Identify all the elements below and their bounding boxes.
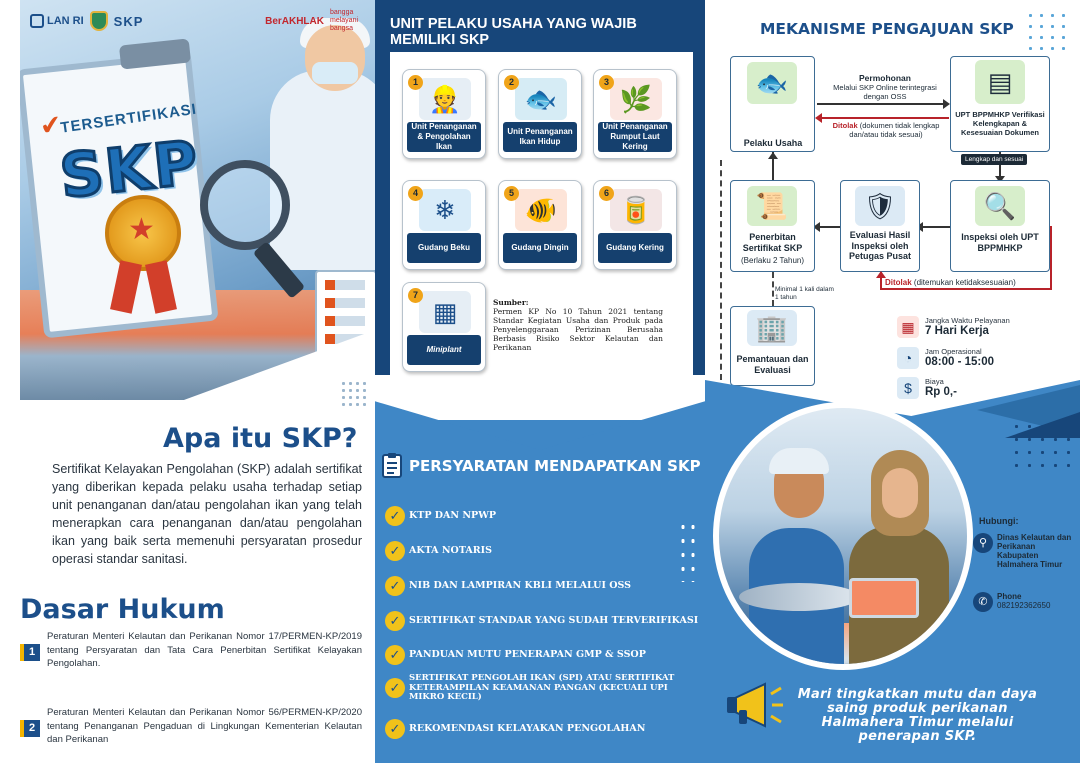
requirements-title: PERSYARATAN MENDAPATKAN SKP (409, 457, 701, 475)
reject-arrow-line (1050, 226, 1052, 288)
request-label: Permohonan (859, 73, 911, 83)
check-circle-icon: ✓ (385, 576, 405, 596)
logo-bar (30, 8, 370, 34)
info-caption: Jangka Waktu Pelayanan (925, 316, 1010, 325)
law-number-badge: 1 (20, 644, 40, 661)
unit-number: 3 (599, 75, 614, 90)
info-value: 7 Hari Kerja (925, 325, 989, 337)
arrow-left (920, 226, 950, 228)
arrowhead-up-icon (876, 271, 886, 278)
source-heading: Sumber: (493, 298, 529, 307)
unit-card-4 (402, 180, 486, 270)
female-worker-face (882, 468, 918, 518)
info-caption: Biaya (925, 377, 944, 386)
info-caption: Jam Operasional (925, 347, 982, 356)
bangga-melayani-logo: bangga melayani bangsa (330, 9, 359, 32)
money-icon: $ (897, 377, 919, 399)
building-icon: 🏢 (747, 310, 797, 346)
check-circle-icon: ✓ (385, 678, 405, 698)
unit-card-7 (402, 282, 486, 372)
unit-label: Unit Penanganan Ikan Hidup (503, 122, 577, 152)
unit-card-3 (593, 69, 677, 159)
unit-label: Gudang Kering (598, 233, 672, 263)
phone-label: Phone (997, 592, 1022, 601)
step-sublabel: (Berlaku 2 Tahun) (741, 256, 804, 265)
step-label: Penerbitan Sertifikat SKP (742, 232, 803, 253)
requirements-header (381, 453, 701, 479)
certificate-icon: 📜 (747, 186, 797, 226)
check-circle-icon: ✓ (385, 719, 405, 739)
decorative-dots (340, 380, 370, 410)
law-item (20, 706, 362, 747)
arrow-right (817, 103, 947, 105)
requirement-item (385, 645, 703, 665)
star-icon: ★ (128, 213, 155, 246)
megaphone-icon (725, 680, 785, 730)
reject-reason: (dokumen tidak lengkap dan/atau tidak sesuai) (849, 121, 940, 139)
freezer-box-icon: ❄ (419, 189, 471, 231)
calendar-icon: ▦ (897, 316, 919, 338)
decorative-dots (1025, 10, 1070, 50)
canned-fish-icon: 🥫 (610, 189, 662, 231)
clock-icon: ◔ (897, 347, 919, 369)
hero-illustration (20, 0, 375, 400)
document-check-icon: ▤ (975, 60, 1025, 104)
step-label: Inspeksi oleh UPT BPPMHKP (961, 232, 1039, 253)
reject-note-2 (885, 278, 1050, 289)
fish-vendor-icon: 🐟 (747, 62, 797, 104)
check-circle-icon: ✓ (385, 645, 405, 665)
phone-icon: ✆ (973, 592, 993, 612)
unit-number: 1 (408, 75, 423, 90)
reject-bold: Ditolak (832, 121, 858, 130)
miniplant-icon: ▦ (419, 291, 471, 333)
unit-label: Unit Penanganan & Pengolahan Ikan (407, 122, 481, 152)
check-circle-icon: ✓ (385, 611, 405, 631)
regency-emblem-icon (90, 11, 108, 31)
unit-label: Unit Penanganan Rumput Laut Kering (598, 122, 672, 152)
tuna-fish (739, 583, 859, 611)
monitoring-link-line (772, 272, 774, 306)
requirement-text: NIB DAN LAMPIRAN KBLI MELALUI OSS (409, 579, 631, 591)
salmon-pack (849, 578, 919, 618)
mechanism-title: MEKANISME PENGAJUAN SKP (760, 20, 1014, 38)
about-title: Apa itu SKP? (163, 423, 358, 454)
hero-skp-word: SKP (56, 127, 203, 213)
document-list-icon (381, 453, 405, 479)
request-sublabel: Melalui SKP Online terintegrasi dengan OSS (833, 83, 937, 101)
requirement-item (385, 541, 703, 561)
unit-label: Gudang Dingin (503, 233, 577, 263)
unit-number: 5 (504, 186, 519, 201)
contact-address (973, 533, 1075, 569)
skp-logo: SKP (113, 13, 144, 29)
lanri-mark-icon (30, 14, 44, 28)
requirement-text: SERTIFIKAT STANDAR YANG SUDAH TERVERIFIKASI (409, 614, 699, 626)
contact-phone[interactable] (973, 592, 1050, 612)
law-item (20, 630, 362, 671)
worker-mask (312, 62, 358, 84)
operating-hours-info (897, 347, 994, 369)
male-worker-cap (769, 448, 829, 474)
inspection-clipboard-icon: 🔍 (975, 186, 1025, 226)
check-mark-icon: ✔ (37, 108, 64, 142)
source-text: Permen KP No 10 Tahun 2021 tentang Standar Kegiatan Usaha dan Produk pada Penyelenggaraan Perizinan Berusaha Berbasis Risiko Sektor Kelautan dan Perikanan (493, 307, 663, 352)
requirement-item (385, 719, 703, 739)
reject-reason: (ditemukan ketidaksesuaian) (913, 278, 1016, 287)
decorative-dots (678, 520, 698, 582)
info-value: Rp 0,- (925, 386, 957, 398)
closing-slogan: Mari tingkatkan mutu dan daya saing produk perikanan Halmahera Timur melalui penerapan SKP. (797, 687, 1038, 744)
evaluation-shield-icon: 🛡 (855, 186, 905, 226)
check-circle-icon: ✓ (385, 541, 405, 561)
step-label: UPT BPPMHKP Verifikasi Kelengkapan & Kesesuaian Dokumen (955, 110, 1045, 137)
requirement-text: AKTA NOTARIS (409, 544, 492, 556)
unit-label: Gudang Beku (407, 233, 481, 263)
berakhlak-logo: BerAKHLAK (265, 15, 324, 27)
panel-mechanism (705, 0, 1080, 763)
requirement-item (385, 674, 703, 703)
source-note (493, 298, 663, 352)
unit-card-1 (402, 69, 486, 159)
cost-info (897, 377, 957, 399)
about-body: Sertifikat Kelayakan Pengolahan (SKP) adalah sertifikat yang diberikan kepada pelaku usaha terhadap setiap unit penanganan dan/atau pengolahan ikan yang telah menerapkan cara penanganan dan/atau pengolahan ikan yang baik serta memenuhi persyaratan prosedur operasi standar sanitasi. (52, 462, 362, 566)
unit-number: 6 (599, 186, 614, 201)
monitoring-loop-line (720, 160, 722, 380)
requirement-item (385, 611, 703, 631)
decorative-dots (1010, 420, 1070, 470)
lanri-logo: LAN RI (30, 14, 84, 28)
panel-units-requirements (375, 0, 705, 763)
complete-tag: Lengkap dan sesuai (961, 154, 1027, 165)
service-time-info (897, 316, 1010, 338)
monitoring-frequency: Minimal 1 kali dalam 1 tahun (775, 286, 834, 301)
worker-illustration (270, 70, 375, 270)
address-text: Dinas Kelautan dan Perikanan Kabupaten Halmahera Timur (997, 533, 1072, 569)
law-text: Peraturan Menteri Kelautan dan Perikanan Nomor 17/PERMEN-KP/2019 tentang Persyaratan dan Tata Cara Penerbitan Sertifikat Kelayakan Pengolahan. (47, 631, 362, 669)
unit-number: 4 (408, 186, 423, 201)
check-circle-icon: ✓ (385, 506, 405, 526)
phone-number[interactable]: 082192362650 (997, 601, 1051, 610)
requirement-text: PANDUAN MUTU PENERAPAN GMP & SSOP (409, 648, 646, 660)
requirement-item (385, 576, 703, 596)
unit-number: 7 (408, 288, 423, 303)
arrowhead-left-icon (815, 113, 822, 123)
law-text: Peraturan Menteri Kelautan dan Perikanan Nomor 56/PERMEN-KP/2020 tentang Penanganan Pengaduan di Lingkungan Kementerian Kelautan dan Perikanan (47, 707, 362, 745)
requirement-item (385, 506, 703, 526)
requirement-text: SERTIFIKAT PENGOLAH IKAN (SPI) ATAU SERTIFIKAT KETERAMPILAN KEAMANAN PANGAN (KECUALI UPI MIKRO KECIL) (409, 673, 675, 702)
factory-workers-icon: 👷 (419, 78, 471, 120)
arrow-left (817, 226, 840, 228)
unit-card-2 (498, 69, 582, 159)
step-label: Pemantauan dan Evaluasi (736, 354, 809, 375)
magnifier-icon (200, 160, 290, 250)
unit-card-6 (593, 180, 677, 270)
seaweed-icon: 🌿 (610, 78, 662, 120)
info-value: 08:00 - 15:00 (925, 356, 995, 368)
fish-fillet-icon: 🐠 (515, 189, 567, 231)
aquarium-icon: 🐟 (515, 78, 567, 120)
step-label: Pelaku Usaha (743, 138, 803, 148)
law-number-badge: 2 (20, 720, 40, 737)
requirement-text: KTP DAN NPWP (409, 509, 497, 521)
units-title: UNIT PELAKU USAHA YANG WAJIB MEMILIKI SKP (390, 16, 637, 48)
contact-title: Hubungi: (979, 516, 1019, 526)
legal-basis-title: Dasar Hukum (20, 594, 225, 625)
unit-label: Miniplant (407, 335, 481, 365)
panel-about (0, 0, 375, 763)
arrowhead-right-icon (943, 99, 950, 109)
arrowhead-up-icon (768, 152, 778, 159)
fishery-workers-photo (713, 402, 973, 670)
reject-note-1 (825, 121, 947, 139)
unit-number: 2 (504, 75, 519, 90)
step-label: Evaluasi Hasil Inspeksi oleh Petugas Pusat (848, 230, 912, 261)
reject-arrow-line (817, 117, 949, 119)
requirement-text: REKOMENDASI KELAYAKAN PENGOLAHAN (409, 722, 646, 734)
reject-bold: Ditolak (885, 278, 912, 287)
unit-card-5 (498, 180, 582, 270)
certified-label: TERSERTIFIKASI (59, 100, 198, 137)
location-pin-icon: ⚲ (973, 533, 993, 553)
